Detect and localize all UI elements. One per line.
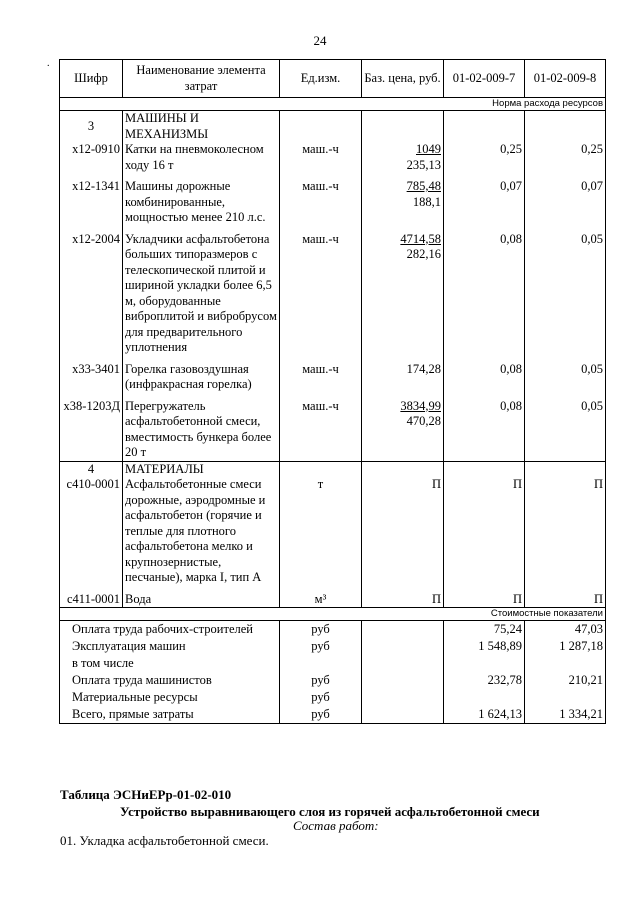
row-value-a: 0,08 [444, 362, 525, 393]
row-name: Катки на пневмоколесном ходу 16 т [123, 142, 280, 173]
row-unit: т [280, 477, 362, 586]
row-value-a: 0,08 [444, 232, 525, 356]
table-row [60, 399, 606, 462]
row-value-a: 0,25 [444, 142, 525, 173]
row-name: Асфальтобетонные смеси дорожные, аэродромные и асфальтобетон (горячие и теплые для плотного асфальтобетона мелко и крупнозернистые, песчаные), марка I, тип А [123, 477, 280, 586]
row-unit: маш.-ч [280, 399, 362, 462]
row-value-b: 0,05 [525, 399, 606, 462]
row-price: 3834,99 [400, 398, 441, 413]
row-price-sub: 470,28 [406, 414, 441, 428]
cost-row-unit: руб [280, 672, 362, 689]
row-code: х12-2004 [60, 232, 123, 356]
cost-row-value-b [525, 689, 606, 706]
row-unit: маш.-ч [280, 179, 362, 226]
row-value-b: 0,05 [525, 362, 606, 393]
work-heading: Состав работ: [293, 818, 379, 833]
cost-row-value-a: 1 624,13 [444, 706, 525, 724]
work-item: 01. Укладка асфальтобетонной смеси. [60, 833, 269, 848]
row-name: Горелка газовоздушная (инфракрасная горелка) [123, 362, 280, 393]
cost-row-unit: руб [280, 638, 362, 655]
cost-row-label: Оплата труда машинистов [60, 672, 280, 689]
row-unit: м³ [280, 592, 362, 608]
row-name: Перегружатель асфальтобетонной смеси, вместимость бункера более 20 т [123, 399, 280, 462]
row-price-sub: 235,13 [406, 157, 441, 172]
section-number: 3 [60, 111, 123, 143]
row-code: х38-1203Д [60, 399, 123, 462]
table-row [60, 179, 606, 226]
row-price: П [362, 592, 444, 608]
header-col-a: 01-02-009-7 [444, 60, 525, 98]
row-unit: маш.-ч [280, 362, 362, 393]
cost-row-value-a: 75,24 [444, 621, 525, 639]
row-code: х12-0910 [60, 142, 123, 173]
cost-label-row [60, 608, 606, 621]
cost-row-value-b [525, 655, 606, 672]
row-value-a: 0,07 [444, 179, 525, 226]
row-name: Вода [123, 592, 280, 608]
norm-row [60, 98, 606, 111]
cost-row-value-b: 47,03 [525, 621, 606, 639]
row-unit: маш.-ч [280, 232, 362, 356]
table-header [60, 60, 606, 98]
scan-dot: . [47, 58, 50, 69]
row-price: 174,28 [362, 362, 444, 393]
cost-row-value-b: 210,21 [525, 672, 606, 689]
row-price-sub: 188,1 [412, 194, 441, 209]
cost-row-label: Оплата труда рабочих-строителей [60, 621, 280, 639]
row-value-b: 0,05 [525, 232, 606, 356]
row-name: Укладчики асфальтобетона больших типоразмеров с телескопической плитой и шириной укладки более 6,5 м, оборудованные виброплитой и вибробрусом для предварительного уплотнения [123, 232, 280, 356]
cost-row [60, 689, 606, 706]
row-value-b: 0,07 [525, 179, 606, 226]
cost-row [60, 672, 606, 689]
cost-row-unit: руб [280, 706, 362, 724]
cost-row [60, 621, 606, 639]
row-price-sub: 282,16 [406, 247, 441, 261]
row-code: с411-0001 [60, 592, 123, 608]
section-title: МАТЕРИАЛЫ [123, 461, 280, 477]
row-value-b: П [525, 477, 606, 586]
row-value-a: П [444, 477, 525, 586]
header-col-b: 01-02-009-8 [525, 60, 606, 98]
cost-row-value-a: 1 548,89 [444, 638, 525, 655]
row-code: х33-3401 [60, 362, 123, 393]
cost-row-unit [280, 655, 362, 672]
cost-row [60, 638, 606, 655]
resource-table [59, 59, 606, 724]
norm-label: Норма расхода ресурсов [60, 98, 606, 111]
row-code: с410-0001 [60, 477, 123, 586]
table-row [60, 232, 606, 356]
row-name: Машины дорожные комбинированные, мощностью менее 210 л.с. [123, 179, 280, 226]
row-value-a: П [444, 592, 525, 608]
table-row [60, 142, 606, 173]
cost-row-value-b: 1 287,18 [525, 638, 606, 655]
table-title: Таблица ЭСНиЕРр-01-02-010 [60, 787, 232, 802]
row-code: х12-1341 [60, 179, 123, 226]
section-title: МАШИНЫ И МЕХАНИЗМЫ [123, 111, 280, 143]
header-name: Наименование элемента затрат [123, 60, 280, 98]
table-row [60, 362, 606, 393]
cost-row-label: Эксплуатация машин [60, 638, 280, 655]
cost-row-value-a [444, 689, 525, 706]
cost-row-value-b: 1 334,21 [525, 706, 606, 724]
row-value-a: 0,08 [444, 399, 525, 462]
table-row [60, 477, 606, 586]
cost-row [60, 706, 606, 724]
table-row [60, 592, 606, 608]
page-number: 24 [313, 33, 327, 48]
section-number: 4 [60, 461, 123, 477]
section-materials [60, 461, 606, 477]
header-unit: Ед.изм. [280, 60, 362, 98]
cost-row [60, 655, 606, 672]
cost-row-label: в том числе [60, 655, 280, 672]
cost-row-unit: руб [280, 621, 362, 639]
header-price: Баз. цена, руб. [362, 60, 444, 98]
row-value-b: 0,25 [525, 142, 606, 173]
cost-row-unit: руб [280, 689, 362, 706]
cost-label: Стоимостные показатели [60, 608, 606, 621]
row-price: 4714,58 [400, 231, 441, 246]
header-code: Шифр [60, 60, 123, 98]
cost-row-value-a [444, 655, 525, 672]
row-unit: маш.-ч [280, 142, 362, 173]
row-value-b: П [525, 592, 606, 608]
row-price: 785,48 [406, 179, 441, 193]
cost-row-label: Всего, прямые затраты [60, 706, 280, 724]
cost-row-value-a: 232,78 [444, 672, 525, 689]
cost-row-label: Материальные ресурсы [60, 689, 280, 706]
table-subtitle: Устройство выравнивающего слоя из горячей асфальтобетонной смеси [120, 804, 540, 819]
row-price: П [362, 477, 444, 586]
section-machines [60, 111, 606, 143]
row-price: 1049 [416, 142, 441, 156]
